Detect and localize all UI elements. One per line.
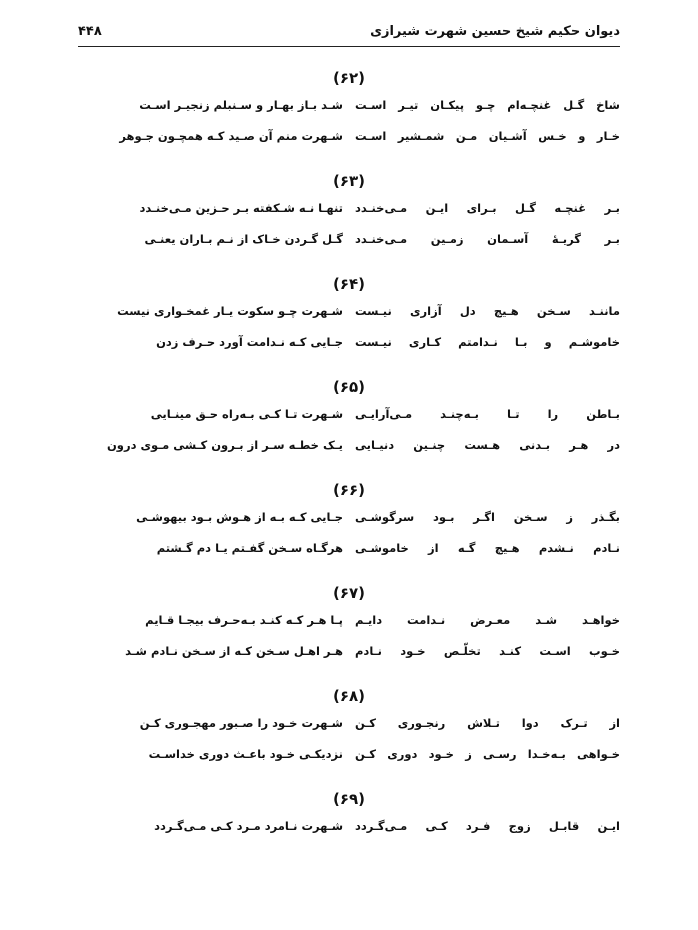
- couplet: [78, 605, 620, 636]
- couplet: [78, 430, 620, 461]
- first-hemistich: شـهرت چـو سکوت یـار غمخـواری نیست: [117, 304, 343, 318]
- book-title: دیوان حکیم شیخ حسین شهرت شیرازی: [370, 24, 620, 39]
- first-hemistich: تنهـا نـه شـکفته بـر حـزین مـی‌خنـدد: [139, 201, 343, 215]
- second-hemistich: بـر گریـهٔ آسـمان زمـین مـی‌خنـدد: [355, 232, 620, 246]
- poem-67: [78, 581, 620, 684]
- first-hemistich: شـد بـاز بهـار و سـنبلم زنجیـر اسـت: [139, 98, 343, 112]
- second-hemistich: ماننـد سـخن هـیچ دل آزاری نیـست: [355, 304, 620, 318]
- poem-63: [78, 169, 620, 272]
- second-hemistich: ایـن قابـل زوج فـرد کـی مـی‌گـردد: [355, 819, 620, 833]
- poem-68: [78, 684, 620, 787]
- couplet: [78, 296, 620, 327]
- second-hemistich: بـاطن را تـا بـه‌چنـد مـی‌آرایـی: [355, 407, 620, 421]
- couplet: [78, 90, 620, 121]
- couplet: [78, 739, 620, 770]
- poem-64: [78, 272, 620, 375]
- second-hemistich: بـر غنچـه گـل بـرای ایـن مـی‌خنـدد: [355, 201, 620, 215]
- first-hemistich: شـهرت منم آن صـید کـه همچـون جـوهر: [119, 129, 343, 143]
- couplet: [78, 399, 620, 430]
- couplet: [78, 224, 620, 255]
- poem-number: (۶۴): [332, 275, 366, 293]
- poem-65: [78, 375, 620, 478]
- second-hemistich: خاموشـم و بـا نـدامتم کـاری نیـست: [355, 335, 620, 349]
- couplet: [78, 502, 620, 533]
- couplet: [78, 811, 620, 842]
- first-hemistich: شـهرت خـود را صـبور مهجـوری کـن: [139, 716, 343, 730]
- running-header: [78, 22, 620, 47]
- first-hemistich: جـایی کـه نـدامت آورد حـرف زدن: [156, 335, 343, 349]
- second-hemistich: از تـرک دوا تـلاش رنجـوری کـن: [355, 716, 620, 730]
- second-hemistich: خـواهی بـه‌خـدا رسـی ز خـود دوری کـن: [355, 747, 620, 761]
- couplet: [78, 121, 620, 152]
- poems-container: [78, 66, 620, 890]
- first-hemistich: شـهرت نـامرد مـرد کـی مـی‌گـردد: [154, 819, 343, 833]
- poem-number: (۶۶): [332, 481, 366, 499]
- poem-66: [78, 478, 620, 581]
- page-number: ۴۴۸: [78, 24, 102, 39]
- poem-62: [78, 66, 620, 169]
- first-hemistich: جـایی کـه بـه از هـوش بـود بیهوشـی: [136, 510, 343, 524]
- couplet: [78, 708, 620, 739]
- poem-number: (۶۷): [332, 584, 366, 602]
- second-hemistich: خـوب اسـت کنـد تخلّـص خـود نـادم: [355, 644, 620, 658]
- second-hemistich: نـادم نـشدم هـیچ گـه از خاموشـی: [355, 541, 620, 555]
- poem-number: (۶۸): [332, 687, 366, 705]
- first-hemistich: یـک خطـه سـر از بـرون کـشی مـوی درون: [106, 438, 343, 452]
- couplet: [78, 193, 620, 224]
- couplet: [78, 533, 620, 564]
- couplet: [78, 636, 620, 667]
- second-hemistich: شاخ گـل غنچـه‌ام چـو پیکـان تیـر اسـت: [355, 98, 620, 112]
- second-hemistich: بگـذر ز سـخن اگـر بـود سرگوشـی: [355, 510, 620, 524]
- second-hemistich: خواهـد شـد معـرض نـدامت دایـم: [355, 613, 620, 627]
- poem-69: [78, 787, 620, 890]
- poem-number: (۶۲): [332, 69, 366, 87]
- first-hemistich: هرگـاه سـخن گفـتم یـا دم گـشتم: [156, 541, 343, 555]
- first-hemistich: شـهرت تـا کـی بـه‌راه حـق مینـایی: [150, 407, 343, 421]
- second-hemistich: در هـر بـدنی هـست چنـین دنیـایی: [355, 438, 620, 452]
- first-hemistich: هـر اهـل سـخن کـه از سـخن نـادم شـد: [125, 644, 343, 658]
- poem-number: (۶۵): [332, 378, 366, 396]
- first-hemistich: گـل گـردن خـاک از نـم بـاران یعنـی: [144, 232, 343, 246]
- poem-number: (۶۳): [332, 172, 366, 190]
- first-hemistich: پـا هـر کـه کنـد بـه‌حـرف بیجـا قـایم: [145, 613, 343, 627]
- couplet: [78, 327, 620, 358]
- poem-number: (۶۹): [332, 790, 366, 808]
- second-hemistich: خـار و خـس آشـیان مـن شمـشیر اسـت: [355, 129, 620, 143]
- first-hemistich: نزدیکـی خـود باعـث دوری خداسـت: [148, 747, 343, 761]
